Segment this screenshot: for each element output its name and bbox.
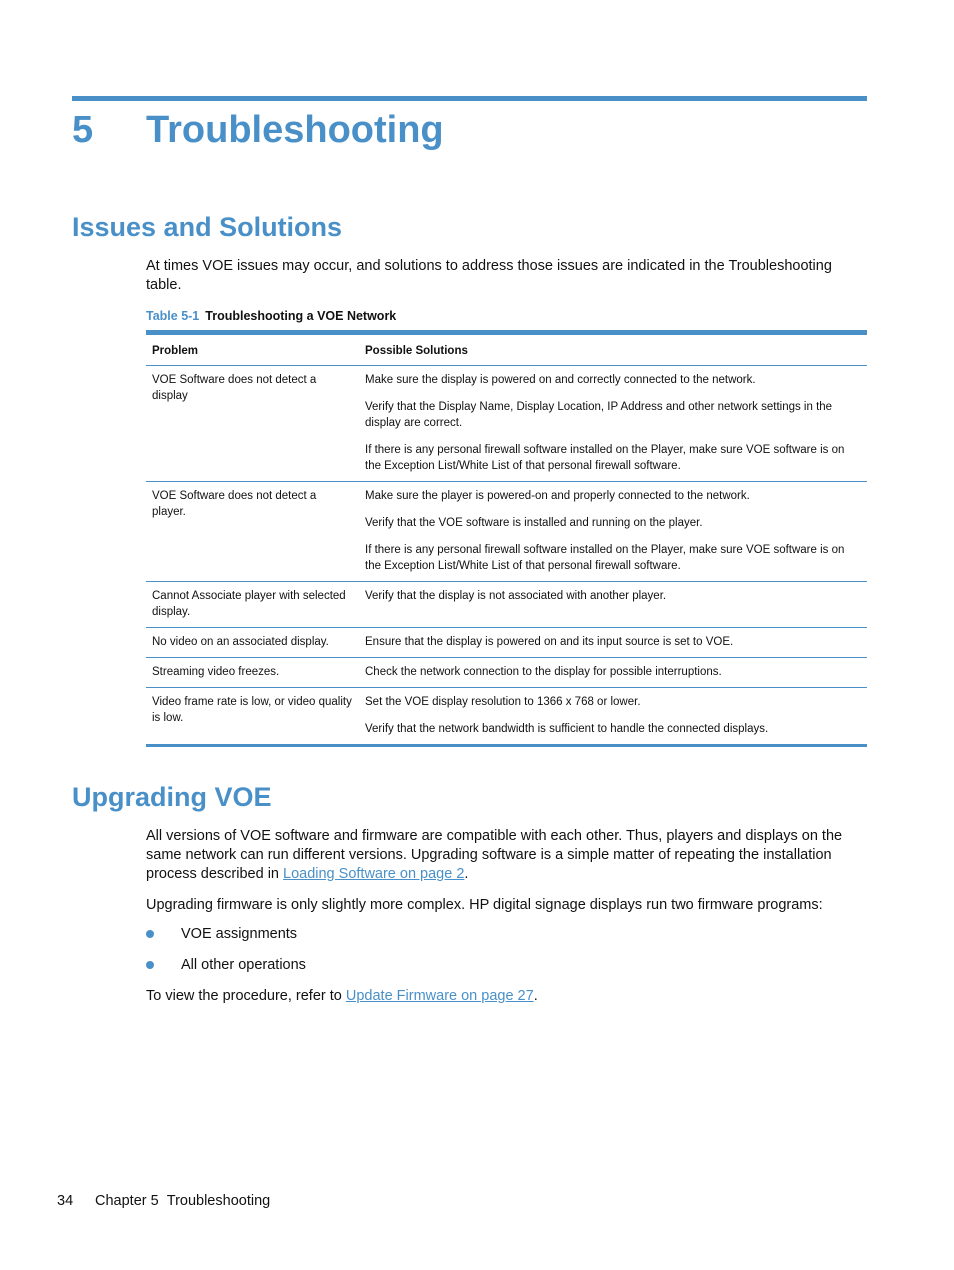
solution-text: Verify that the VOE software is installed and running on the player.: [365, 517, 703, 529]
solutions-cell: [359, 582, 867, 628]
procedure-text: To view the procedure, refer to: [146, 988, 346, 1004]
solution-text: If there is any personal firewall software installed on the Player, make sure VOE software is on the Exception List/White List of that personal firewall software.: [365, 444, 845, 472]
solution-text: Make sure the display is powered on and correctly connected to the network.: [365, 374, 756, 386]
footer-chapter-title: Troubleshooting: [166, 1193, 271, 1209]
problem-cell: Cannot Associate player with selected display.: [146, 582, 359, 628]
solutions-cell: [359, 482, 867, 582]
page-number: 34: [57, 1193, 74, 1209]
solution-text: Verify that the network bandwidth is sufficient to handle the connected displays.: [365, 723, 769, 735]
chapter-rule: [72, 96, 867, 101]
chapter-heading: [72, 106, 444, 154]
solution-text: Verify that the display is not associated with another player.: [365, 590, 667, 602]
solution-text: If there is any personal firewall software installed on the Player, make sure VOE software is on the Exception List/White List of that personal firewall software.: [365, 544, 845, 572]
procedure-paragraph: [146, 987, 866, 1006]
table-caption-label: Table 5-1: [146, 309, 200, 323]
table-row: [146, 658, 867, 688]
list-item: [146, 956, 306, 975]
list-item-text: All other operations: [181, 957, 306, 973]
upgrading-text: All versions of VOE software and firmware are compatible with each other. Thus, players and displays on the same network can run different versions. Upgrading software is a simple matter of repeating the installation process described in: [146, 828, 843, 882]
header-solutions: Possible Solutions: [359, 335, 867, 366]
problem-cell: VOE Software does not detect a display: [146, 366, 359, 482]
chapter-title: Troubleshooting: [146, 109, 444, 151]
table-row: [146, 366, 867, 482]
problem-cell: No video on an associated display.: [146, 628, 359, 658]
solutions-cell: [359, 658, 867, 688]
procedure-text-end: .: [533, 988, 538, 1004]
section-heading-issues: Issues and Solutions: [72, 212, 343, 242]
solutions-cell: [359, 688, 867, 745]
firmware-programs-list: [146, 925, 306, 987]
update-firmware-link[interactable]: Update Firmware on page 27: [345, 988, 534, 1004]
loading-software-link[interactable]: Loading Software on page 2: [283, 866, 465, 882]
intro-paragraph: At times VOE issues may occur, and solutions to address those issues are indicated in the Troubleshooting table.: [146, 258, 832, 293]
table-row: [146, 628, 867, 658]
header-problem: Problem: [146, 335, 359, 366]
bullet-icon: [146, 961, 154, 969]
table-row: [146, 582, 867, 628]
upgrading-text-end: .: [464, 866, 469, 882]
problem-cell: Video frame rate is low, or video quality is low.: [152, 696, 352, 724]
upgrading-paragraph: [146, 827, 866, 884]
table-header-row: [146, 335, 867, 366]
solution-text: Ensure that the display is powered on and its input source is set to VOE.: [365, 636, 734, 648]
page-footer: [57, 1192, 270, 1211]
table-caption-title: Troubleshooting a VOE Network: [205, 309, 397, 323]
problem-cell: Streaming video freezes.: [146, 658, 359, 688]
chapter-number: 5: [72, 109, 94, 151]
table-caption: [146, 307, 396, 325]
footer-chapter-label: Chapter 5: [95, 1193, 159, 1209]
solutions-cell: [359, 366, 867, 482]
list-item: [146, 925, 306, 944]
troubleshooting-table: [146, 330, 867, 747]
table-row: [146, 688, 867, 745]
solution-text: Check the network connection to the display for possible interruptions.: [365, 666, 722, 678]
solution-text: Verify that the Display Name, Display Location, IP Address and other network settings in the display are correct.: [365, 401, 833, 429]
section-heading-upgrading: Upgrading VOE: [72, 782, 272, 812]
bullet-icon: [146, 930, 154, 938]
firmware-paragraph: Upgrading firmware is only slightly more complex. HP digital signage displays run two firmware programs:: [146, 897, 823, 913]
list-item-text: VOE assignments: [181, 926, 298, 942]
solution-text: Make sure the player is powered-on and properly connected to the network.: [365, 490, 750, 502]
table-row: [146, 482, 867, 582]
problem-cell: VOE Software does not detect a player.: [146, 482, 359, 582]
solutions-cell: [359, 628, 867, 658]
solution-text: Set the VOE display resolution to 1366 x 768 or lower.: [365, 696, 641, 708]
